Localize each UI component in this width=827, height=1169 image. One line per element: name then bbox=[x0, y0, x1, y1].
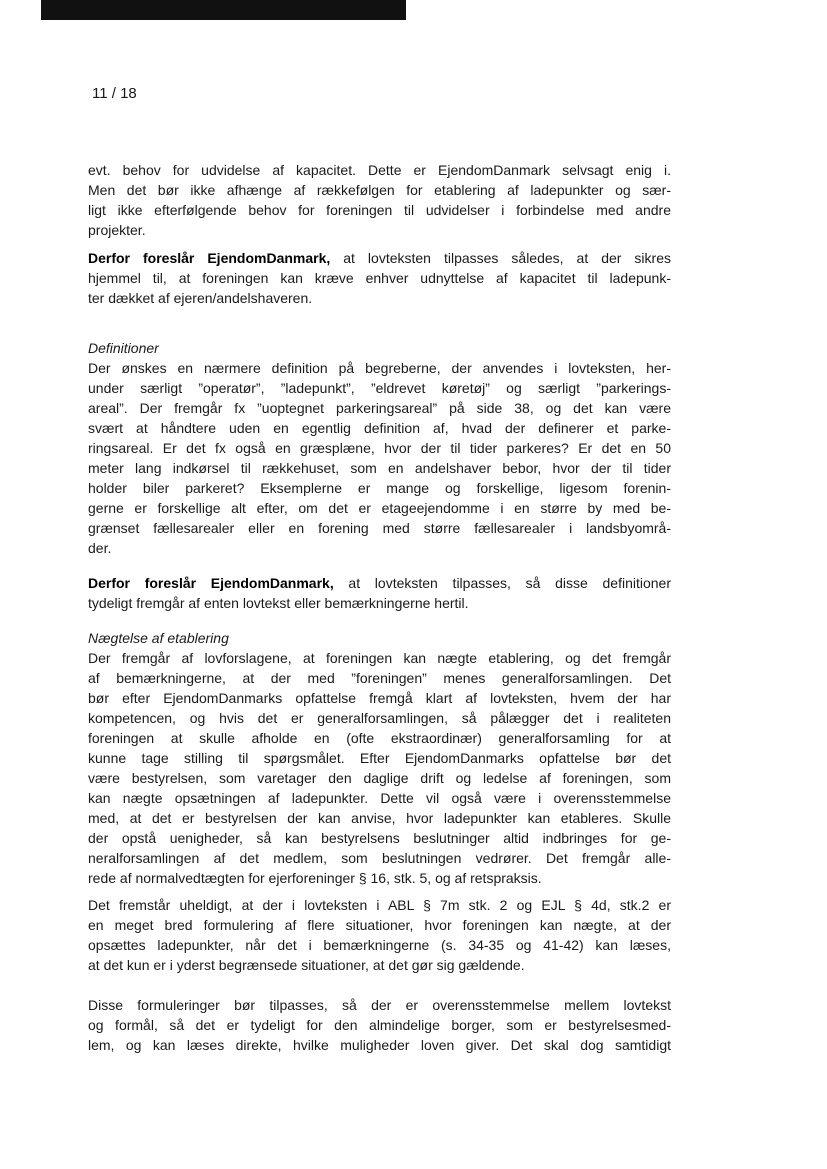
text-line bbox=[88, 573, 671, 593]
text-line: og formål, så det er tydeligt for den almindelige borger, som er bestyrelsesmed- bbox=[88, 1017, 671, 1033]
text-line: Men det bør ikke afhænge af rækkefølgen for etablering af ladepunkter og sær- bbox=[88, 182, 671, 198]
text-line: Der fremgår af lovforslagene, at foreningen kan nægte etablering, og det fremgår bbox=[88, 650, 671, 666]
paragraph-formuleringer bbox=[88, 995, 671, 1055]
text-line: der. bbox=[88, 540, 112, 556]
proposal-lead: Derfor foreslår EjendomDanmark, bbox=[88, 575, 334, 591]
text-line: ligt ikke efterfølgende behov for foreningen til udvidelser i forbindelse med andre bbox=[88, 202, 671, 218]
paragraph-proposal-1 bbox=[88, 248, 671, 308]
text-line: der opstå uenigheder, så kan bestyrelsens beslutninger altid indbringes for ge- bbox=[88, 830, 671, 846]
redaction-bar bbox=[41, 0, 406, 20]
text-line: opsættes ladepunkter, når det i bemærkningerne (s. 34-35 og 41-42) kan læses, bbox=[88, 937, 671, 953]
text-run: at lovteksten tilpasses, så disse definitioner bbox=[333, 575, 671, 591]
text-line: Disse formuleringer bør tilpasses, så der er overensstemmelse mellem lovtekst bbox=[88, 997, 671, 1013]
text-line: grænset fællesarealer eller en forening med større fællesarealer i landsbyområ- bbox=[88, 520, 671, 536]
page-number: 11 / 18 bbox=[92, 85, 137, 102]
text-line: tydeligt fremgår af enten lovtekst eller bemærkningerne hertil. bbox=[88, 595, 469, 611]
paragraph-uheldigt bbox=[88, 895, 671, 975]
text-line: gerne er forskellige alt efter, om det er etageejendomme i en større by med be- bbox=[88, 500, 671, 516]
text-line: areal”. Der fremgår fx ”uoptegnet parkeringsareal” på side 38, og det kan være bbox=[88, 400, 671, 416]
section-heading: Nægtelse af etablering bbox=[88, 630, 229, 646]
text-line: være bestyrelsen, som varetager den daglige drift og ledelse af foreningen, som bbox=[88, 770, 671, 786]
text-run: at lovteksten tilpasses således, at der sikres bbox=[330, 250, 671, 266]
text-line: kan nægte opsætningen af ladepunkter. Dette vil også være i overensstemmelse bbox=[88, 790, 671, 806]
text-line: lem, og kan læses direkte, hvilke muligheder loven giver. Det skal dog samtidigt bbox=[88, 1037, 671, 1053]
section-naegtelse bbox=[88, 628, 671, 888]
paragraph-capacity bbox=[88, 160, 671, 240]
text-line: Det fremstår uheldigt, at der i lovteksten i ABL § 7m stk. 2 og EJL § 4d, stk.2 er bbox=[88, 897, 671, 913]
text-line: ringsareal. Er det fx også en græsplæne, hvor der til tider parkeres? Er det en 50 bbox=[88, 440, 671, 456]
paragraph-proposal-2 bbox=[88, 573, 671, 613]
text-line: kompetencen, og hvis det er generalforsamlingen, så pålægger det i realiteten bbox=[88, 710, 671, 726]
text-line: meter lang indkørsel til rækkehuset, som en andelshaver bebor, hvor der til tider bbox=[88, 460, 671, 476]
text-line: at det kun er i yderst begrænsede situationer, at det gør sig gældende. bbox=[88, 957, 525, 973]
text-line: under særligt ”operatør”, ”ladepunkt”, ”eldrevet køretøj” og særligt ”parkerings- bbox=[88, 380, 671, 396]
text-line: projekter. bbox=[88, 222, 146, 238]
text-line: svært at håndtere uden en egentlig definition af, hvad der definerer et parke- bbox=[88, 420, 671, 436]
text-line: kunne tage stilling til spørgsmålet. Efter EjendomDanmarks opfattelse bør det bbox=[88, 750, 671, 766]
text-line bbox=[88, 248, 671, 268]
text-line: neralforsamlingen af det medlem, som beslutningen vedrører. Det fremgår alle- bbox=[88, 850, 671, 866]
text-line: hjemmel til, at foreningen kan kræve enhver udnyttelse af kapacitet til ladepunk- bbox=[88, 270, 671, 286]
proposal-lead: Derfor foreslår EjendomDanmark, bbox=[88, 250, 331, 266]
text-line: af bemærkningerne, at der med ”foreningen” menes generalforsamlingen. Det bbox=[88, 670, 671, 686]
section-heading: Definitioner bbox=[88, 340, 159, 356]
text-line: en meget bred formulering af flere situationer, hvor foreningen kan nægte, at der bbox=[88, 917, 671, 933]
text-line: ter dækket af ejeren/andelshaveren. bbox=[88, 290, 313, 306]
section-definitioner bbox=[88, 338, 671, 558]
text-line: Der ønskes en nærmere definition på begreberne, der anvendes i lovteksten, her- bbox=[88, 360, 671, 376]
text-line: rede af normalvedtægten for ejerforeninger § 16, stk. 5, og af retspraksis. bbox=[88, 870, 542, 886]
text-line: med, at det er bestyrelsen der kan anvise, hvor ladepunkter kan etableres. Skulle bbox=[88, 810, 671, 826]
text-line: foreningen at skulle afholde en (ofte ekstraordinær) generalforsamling for at bbox=[88, 730, 671, 746]
text-line: holder biler parkeret? Eksemplerne er mange og forskellige, ligesom forenin- bbox=[88, 480, 671, 496]
text-line: evt. behov for udvidelse af kapacitet. Dette er EjendomDanmark selvsagt enig i. bbox=[88, 162, 671, 178]
text-line: bør efter EjendomDanmarks opfattelse fremgå klart af lovteksten, hvem der har bbox=[88, 690, 671, 706]
